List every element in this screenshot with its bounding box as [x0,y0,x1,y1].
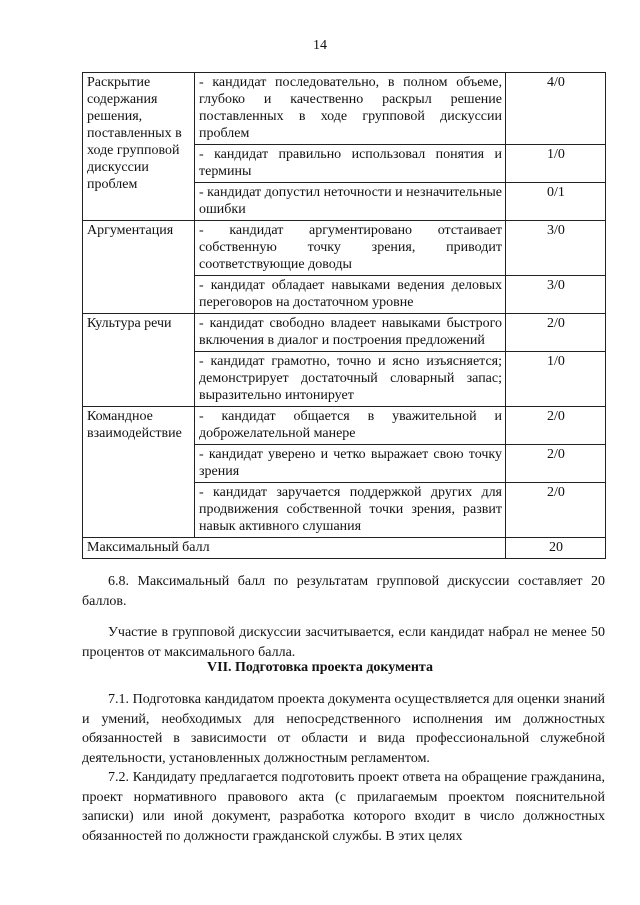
description-cell: - кандидат общается в уважительной и доброжелательной манере [195,407,506,445]
score-cell: 1/0 [506,352,606,407]
criterion-cell: Культура речи [83,314,195,407]
table-row [83,73,606,145]
score-cell: 3/0 [506,221,606,276]
table-row [83,314,606,352]
description-cell: - кандидат правильно использовал понятия и термины [195,145,506,183]
score-cell: 2/0 [506,407,606,445]
score-cell: 0/1 [506,183,606,221]
description-cell: - кандидат свободно владеет навыками быстрого включения в диалог и построения предложений [195,314,506,352]
score-cell: 4/0 [506,73,606,145]
evaluation-table [82,72,606,559]
section-text [82,690,605,846]
criterion-cell: Раскрытие содержания решения, поставленных в ходе групповой дискуссии проблем [83,73,195,221]
description-cell: - кандидат грамотно, точно и ясно изъясняется; демонстрирует достаточный словарный запас; выразительно интонирует [195,352,506,407]
score-cell: 2/0 [506,445,606,483]
description-cell: - кандидат уверено и четко выражает свою точку зрения [195,445,506,483]
description-cell: - кандидат последовательно, в полном объеме, глубоко и качественно раскрыл решение поставленных в ходе групповой дискуссии проблем [195,73,506,145]
criterion-cell: Аргументация [83,221,195,314]
description-cell: - кандидат обладает навыками ведения деловых переговоров на достаточном уровне [195,276,506,314]
description-cell: - кандидат допустил неточности и незначительные ошибки [195,183,506,221]
criterion-cell: Командное взаимодействие [83,407,195,538]
score-cell: 3/0 [506,276,606,314]
score-cell: 2/0 [506,314,606,352]
paragraph: 7.2. Кандидату предлагается подготовить проект ответа на обращение гражданина, проект нормативного правового акта (с прилагаемым проектом пояснительной записки) или иной документ, разработка которого входит в число должностных обязанностей по должности гражданской службы. В этих целях [82,770,605,844]
total-score: 20 [506,538,606,559]
score-cell: 2/0 [506,483,606,538]
paragraph: 7.1. Подготовка кандидатом проекта документа осуществляется для оценки знаний и умений, необходимых для непосредственного исполнения им должностных обязанностей в зависимости от области и вида профессиональной служебной деятельности, установленных должностным регламентом. [82,692,605,766]
total-row [83,538,606,559]
table-row [83,221,606,276]
paragraph: 6.8. Максимальный балл по результатам групповой дискуссии составляет 20 баллов. [82,574,605,609]
paragraph: Участие в групповой дискуссии засчитывается, если кандидат набрал не менее 50 процентов от максимального балла. [82,625,605,660]
description-cell: - кандидат заручается поддержкой других для продвижения собственной точки зрения, развит навык активного слушания [195,483,506,538]
page-number: 14 [313,38,327,53]
table-row [83,407,606,445]
section-title: VII. Подготовка проекта документа [207,660,433,675]
score-cell: 1/0 [506,145,606,183]
total-label: Максимальный балл [83,538,506,559]
description-cell: - кандидат аргументировано отстаивает собственную точку зрения, приводит соответствующие доводы [195,221,506,276]
after-table-text [82,572,605,662]
